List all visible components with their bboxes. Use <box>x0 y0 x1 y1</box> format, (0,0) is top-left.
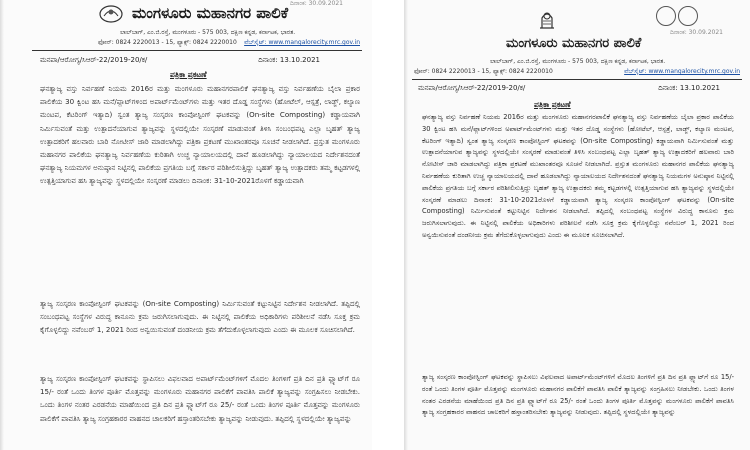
date-left: ದಿನಾಂಕ: 13.10.2021 <box>258 56 320 64</box>
corner-date-right: ದಿನಾಂಕ: 30.09.2021 <box>670 29 723 36</box>
contact-line-left <box>98 39 360 47</box>
page-shadow-left <box>0 0 4 450</box>
paragraph-2-right: ತ್ಯಾಜ್ಯ ಸಂಸ್ಕರಣ ಕಾಂಪೋಸ್ಟಿಂಗ್ ಘಟಕವನ್ನು ಸ್ಥಾಪಿಸಲು ವಿಫಲವಾದ ಅಪಾರ್ಟ್‌ಮೆಂಟ್‌ಗಳಿಗೆ ಮೊದಲ ತಿಂಗಳಿಗೆ ಪ್ರತಿ ದಿನ ಪ್ರತಿ ಫ್ಲ್ಯಾಟ್‌ಗೆ ರೂ 15/- ರಂತೆ ಒಂದು ತಿಂಗಳ ಪೂರ್ತಿ ಮೊತ್ತವನ್ನು ಮಂಗಳೂರು ಮಹಾನಗರ ಪಾಲಿಕೆಗೆ ಪಾವತಿಸಿ ಪಾಲಿಕೆ ತ್ಯಾಜ್ಯವನ್ನು ಸಂಗ್ರಹಿಸಲು ನೀಡಬೇಕು. ಒಂದು ತಿಂಗಳ ನಂತರ ಎರಡನೆಯ ಮಾಹೆಯಿಂದ ಪ್ರತಿ ದಿನ ಪ್ರತಿ ಫ್ಲ್ಯಾಟ್‌ಗೆ ರೂ 25/- ರಂತೆ ಒಂದು ತಿಂಗಳ ಪೂರ್ತಿ ಮೊತ್ತವನ್ನು ಮಂಗಳೂರು ಪಾಲಿಕೆಗೆ ಪಾವತಿಸಿ ತ್ಯಾಜ್ಯ ಸಂಗ್ರಹಕಾರರ ವಾಹನದ ಚಾಲಕರಿಗೆ ಹಸ್ತಾಂತರಿಸಬೇಕು ತ್ಯಾಜ್ಯವನ್ನು ನೀಡುವುದು. ತಪ್ಪಿದಲ್ಲಿ ಸ್ಥಳದಲ್ಲಿಯೇ ತ್ಯಾಜ್ಯವನ್ನು <box>422 373 734 417</box>
website-right: ವೆಬ್‌ಸೈಟ್: www.mangalorecity.mrc.gov.in <box>624 68 740 75</box>
phone-left: ಫೋನ್: 0824 2220013 - 15, ಫ್ಯಾಕ್ಸ್: 0824 2220010 <box>98 39 237 46</box>
paragraph-3-left: ತ್ಯಾಜ್ಯ ಸಂಸ್ಕರಣ ಕಾಂಪೋಸ್ಟಿಂಗ್ ಘಟಕವನ್ನು ಸ್ಥಾಪಿಸಲು ವಿಫಲವಾದ ಅಪಾರ್ಟ್‌ಮೆಂಟ್‌ಗಳಿಗೆ ಮೊದಲ ತಿಂಗಳಿಗೆ ಪ್ರತಿ ದಿನ ಪ್ರತಿ ಫ್ಲ್ಯಾಟ್‌ಗೆ ರೂ 15/- ರಂತೆ ಒಂದು ತಿಂಗಳ ಪೂರ್ತಿ ಮೊತ್ತವನ್ನು ಮಂಗಳೂರು ಮಹಾನಗರ ಪಾಲಿಕೆಗೆ ಪಾವತಿಸಿ ಪಾಲಿಕೆ ತ್ಯಾಜ್ಯವನ್ನು ಸಂಗ್ರಹಿಸಲು ನೀಡಬೇಕು. ಒಂದು ತಿಂಗಳ ನಂತರ ಎರಡನೆಯ ಮಾಹೆಯಿಂದ ಪ್ರತಿ ದಿನ ಪ್ರತಿ ಫ್ಲ್ಯಾಟ್‌ಗೆ ರೂ 25/- ರಂತೆ ಒಂದು ತಿಂಗಳ ಪೂರ್ತಿ ಮೊತ್ತವನ್ನು ಮಂಗಳೂರು ಪಾಲಿಕೆಗೆ ಪಾವತಿಸಿ ತ್ಯಾಜ್ಯ ಸಂಗ್ರಹಕಾರರ ವಾಹನದ ಚಾಲಕರಿಗೆ ಹಸ್ತಾಂತರಿಸಬೇಕು ತ್ಯಾಜ್ಯವನ್ನು ನೀಡುವುದು. ತಪ್ಪಿದಲ್ಲಿ ಸ್ಥಳದಲ್ಲಿಯೇ ತ್ಯಾಜ್ಯವನ್ನು <box>40 374 360 423</box>
phone-right: ಫೋನ್: 0824 2220013 - 15, ಫ್ಯಾಕ್ಸ್: 0824 2220010 <box>414 68 553 75</box>
contact-line-right <box>414 68 740 76</box>
state-emblem-icon <box>534 6 560 32</box>
right-document-page <box>404 0 750 450</box>
reference-number-left: ಮನಪಾ/ಆರೋಗ್ಯ/ಸಿಆರ್-22/2019-20/ಕ/ <box>40 56 148 64</box>
org-name-left: ಮಂಗಳೂರು ಮಹಾನಗರ ಪಾಲಿಕೆ <box>132 4 289 22</box>
corporation-emblem-icon <box>96 2 126 24</box>
reference-number-right: ಮನಪಾ/ಆರೋಗ್ಯ/ಸಿಆರ್-22/2019-20/ಕ/ <box>418 84 526 92</box>
page-gutter <box>372 0 404 450</box>
paragraph-2-left: ತ್ಯಾಜ್ಯ ಸಂಸ್ಕರಣ ಕಾಂಪೋಸ್ಟಿಂಗ್ ಘಟಕವನ್ನು (On-site Composting) ನಿರ್ಮಿಸುವಂತೆ ಕಟ್ಟುನಿಟ್ಟಿನ ನಿರ್ದೇಶನ ನೀಡಲಾಗಿದೆ. ತಪ್ಪಿದಲ್ಲಿ ಸಂಬಂಧಪಟ್ಟ ಸಂಸ್ಥೆಗಳ ವಿರುದ್ಧ ಕಾನೂನು ಕ್ರಮ ಜರುಗಿಸಲಾಗುವುದು. ಈ ನಿಟ್ಟಿನಲ್ಲಿ ಪಾಲಿಕೆಯ ಅಧಿಕಾರಿಗಳು ಪರಿಶೀಲನೆ ನಡೆಸಿ ಸೂಕ್ತ ಕ್ರಮ ಕೈಗೊಳ್ಳಲಿದ್ದು ನವೆಂಬರ್ 1, 2021 ರಿಂದ ಅನ್ವಯಿಸುವಂತೆ ದಂಡನೀಯ ಕ್ರಮ ತೆಗೆದುಕೊಳ್ಳಲಾಗುವುದು ಎಂದು ಈ ಮೂಲಕ ಸೂಚಿಸಲಾಗಿದೆ. <box>40 299 360 335</box>
header-rule-left <box>32 50 362 51</box>
address-right: ಲಾಲ್‌ಬಾಗ್, ಎಂ.ಜಿ.ರಸ್ತೆ, ಮಂಗಳೂರು - 575 003, ದಕ್ಷಿಣ ಕನ್ನಡ, ಕರ್ನಾಟಕ, ಭಾರತ. <box>490 58 666 65</box>
paragraph-1-right: ಘನತ್ಯಾಜ್ಯ ವಸ್ತು ನಿರ್ವಹಣೆ ನಿಯಮ 2016ರ ಮತ್ತು ಮಂಗಳೂರು ಮಹಾನಗರಪಾಲಿಕೆ ಘನತ್ಯಾಜ್ಯ ವಸ್ತು ನಿರ್ವಹಣೆಯ ಬೈಲಾ ಪ್ರಕಾರ ಪಾಲಿಕೆಯ 30 ಕ್ವಿಂಟ ಹಸಿ ಮನೆ/ಪ್ಲಾಟ್‌ಗಳಿಂದ ಅಪಾರ್ಟ್‌ಮೆಂಟ್‌ಗಳು ಮತ್ತು ಇತರ ದೊಡ್ಡ ಸಂಸ್ಥೆಗಳು (ಹೋಟೆಲ್, ಆಸ್ಪತ್ರೆ, ಲಾಡ್ಜ್, ಕಲ್ಯಾಣ ಮಂಟಪ, ಕೆಟರಿಂಗ್ ಇತ್ಯಾದಿ) ಸ್ವಂತ ತ್ಯಾಜ್ಯ ಸಂಸ್ಕರಣ ಕಾಂಪೋಸ್ಟಿಂಗ್ ಘಟಕವನ್ನು (On-site Composting) ಕಡ್ಡಾಯವಾಗಿ ನಿರ್ಮಿಸುವಂತೆ ಮತ್ತು ಉತ್ಪಾದನೆಯಾಗುವ ತ್ಯಾಜ್ಯವನ್ನು ಸ್ಥಳದಲ್ಲಿಯೇ ಸಂಸ್ಕರಣೆ ಮಾಡುವಂತೆ ತಿಳಿಸಿ ಸಂಬಂಧಪಟ್ಟ ಎಲ್ಲಾ ಬೃಹತ್ ತ್ಯಾಜ್ಯ ಉತ್ಪಾದಕರಿಗೆ ಹಲವಾರು ಬಾರಿ ನೋಟೀಸ್ ಜಾರಿ ಮಾಡಲಾಗಿದ್ದು ಪತ್ರಿಕಾ ಪ್ರಕಟಣೆ ಮುಖಾಂತರವೂ ಸೂಚನೆ ನೀಡಲಾಗಿದೆ. ಪ್ರಸ್ತುತ ಮಂಗಳೂರು ಮಹಾನಗರ ಪಾಲಿಕೆಯ ಘನತ್ಯಾಜ್ಯ ನಿರ್ವಹಣೆಯ ಕುರಿತಾಗಿ ಉಚ್ಚ ನ್ಯಾಯಾಲಯದಲ್ಲಿ ದಾವೆ ಹೂಡಲಾಗಿದ್ದು ನ್ಯಾಯಾಲಯದ ನಿರ್ದೇಶನದಂತೆ ಘನತ್ಯಾಜ್ಯ ನಿಯಮಗಳ ಅನುಷ್ಠಾನ ನಿಟ್ಟಿನಲ್ಲಿ ಪಾಲಿಕೆಯ ಪ್ರಗತಿಯ ಬಗ್ಗೆ ಸರ್ಕಾರ ಪರಿಶೀಲಿಸುತ್ತಿದ್ದು ಬೃಹತ್ ತ್ಯಾಜ್ಯ ಉತ್ಪಾದಕರು ತಮ್ಮ ಕಟ್ಟಡಗಳಲ್ಲಿ ಉತ್ಪತ್ತಿಯಾಗುವ ಹಸಿ ತ್ಯಾಜ್ಯವನ್ನು ಸ್ಥಳದಲ್ಲಿಯೇ ಸಂಸ್ಕರಣೆ ಮಾಡಲು ದಿನಾಂಕ: 31-10-2021ರೊಳಗೆ ಕಡ್ಡಾಯವಾಗಿ ತ್ಯಾಜ್ಯ ಸಂಸ್ಕರಣ ಕಾಂಪೋಸ್ಟಿಂಗ್ ಘಟಕವನ್ನು (On-site Composting) ನಿರ್ಮಿಸುವಂತೆ ಕಟ್ಟುನಿಟ್ಟಿನ ನಿರ್ದೇಶನ ನೀಡಲಾಗಿದೆ. ತಪ್ಪಿದಲ್ಲಿ ಸಂಬಂಧಪಟ್ಟ ಸಂಸ್ಥೆಗಳ ವಿರುದ್ಧ ಕಾನೂನು ಕ್ರಮ ಜರುಗಿಸಲಾಗುವುದು. ಈ ನಿಟ್ಟಿನಲ್ಲಿ ಪಾಲಿಕೆಯ ಅಧಿಕಾರಿಗಳು ಪರಿಶೀಲನೆ ನಡೆಸಿ ಸೂಕ್ತ ಕ್ರಮ ಕೈಗೊಳ್ಳಲಿದ್ದು ನವೆಂಬರ್ 1, 2021 ರಿಂದ ಅನ್ವಯಿಸುವಂತೆ ದಂಡನೀಯ ಕ್ರಮ ತೆಗೆದುಕೊಳ್ಳಲಾಗುವುದು ಎಂದು ಈ ಮೂಲಕ ಸೂಚಿಸಲಾಗಿದೆ. <box>422 113 734 239</box>
website-left: ವೆಬ್‌ಸೈಟ್: www.mangalorecity.mrc.gov.in <box>244 39 360 46</box>
seal-badge-2-icon <box>678 6 698 26</box>
org-name-right: ಮಂಗಳೂರು ಮಹಾನಗರ ಪಾಲಿಕೆ <box>506 36 642 51</box>
paragraph-1-left: ಘನತ್ಯಾಜ್ಯ ವಸ್ತು ನಿರ್ವಹಣೆ ನಿಯಮ 2016ರ ಮತ್ತು ಮಂಗಳೂರು ಮಹಾನಗರಪಾಲಿಕೆ ಘನತ್ಯಾಜ್ಯ ವಸ್ತು ನಿರ್ವಹಣೆಯ ಬೈಲಾ ಪ್ರಕಾರ ಪಾಲಿಕೆಯ 30 ಕ್ವಿಂಟ ಹಸಿ ಮನೆ/ಪ್ಲಾಟ್‌ಗಳಿಂದ ಅಪಾರ್ಟ್‌ಮೆಂಟ್‌ಗಳು ಮತ್ತು ಇತರ ದೊಡ್ಡ ಸಂಸ್ಥೆಗಳು (ಹೋಟೆಲ್, ಆಸ್ಪತ್ರೆ, ಲಾಡ್ಜ್, ಕಲ್ಯಾಣ ಮಂಟಪ, ಕೆಟರಿಂಗ್ ಇತ್ಯಾದಿ) ಸ್ವಂತ ತ್ಯಾಜ್ಯ ಸಂಸ್ಕರಣ ಕಾಂಪೋಸ್ಟಿಂಗ್ ಘಟಕವನ್ನು (On-site Composting) ಕಡ್ಡಾಯವಾಗಿ ನಿರ್ಮಿಸುವಂತೆ ಮತ್ತು ಉತ್ಪಾದನೆಯಾಗುವ ತ್ಯಾಜ್ಯವನ್ನು ಸ್ಥಳದಲ್ಲಿಯೇ ಸಂಸ್ಕರಣೆ ಮಾಡುವಂತೆ ತಿಳಿಸಿ ಸಂಬಂಧಪಟ್ಟ ಎಲ್ಲಾ ಬೃಹತ್ ತ್ಯಾಜ್ಯ ಉತ್ಪಾದಕರಿಗೆ ಹಲವಾರು ಬಾರಿ ನೋಟೀಸ್ ಜಾರಿ ಮಾಡಲಾಗಿದ್ದು ಪತ್ರಿಕಾ ಪ್ರಕಟಣೆ ಮುಖಾಂತರವೂ ಸೂಚನೆ ನೀಡಲಾಗಿದೆ. ಪ್ರಸ್ತುತ ಮಂಗಳೂರು ಮಹಾನಗರ ಪಾಲಿಕೆಯ ಘನತ್ಯಾಜ್ಯ ನಿರ್ವಹಣೆಯ ಕುರಿತಾಗಿ ಉಚ್ಚ ನ್ಯಾಯಾಲಯದಲ್ಲಿ ದಾವೆ ಹೂಡಲಾಗಿದ್ದು ನ್ಯಾಯಾಲಯದ ನಿರ್ದೇಶನದಂತೆ ಘನತ್ಯಾಜ್ಯ ನಿಯಮಗಳ ಅನುಷ್ಠಾನ ನಿಟ್ಟಿನಲ್ಲಿ ಪಾಲಿಕೆಯ ಪ್ರಗತಿಯ ಬಗ್ಗೆ ಸರ್ಕಾರ ಪರಿಶೀಲಿಸುತ್ತಿದ್ದು ಬೃಹತ್ ತ್ಯಾಜ್ಯ ಉತ್ಪಾದಕರು ತಮ್ಮ ಕಟ್ಟಡಗಳಲ್ಲಿ ಉತ್ಪತ್ತಿಯಾಗುವ ಹಸಿ ತ್ಯಾಜ್ಯವನ್ನು ಸ್ಥಳದಲ್ಲಿಯೇ ಸಂಸ್ಕರಣೆ ಮಾಡಲು ದಿನಾಂಕ: 31-10-2021ರೊಳಗೆ ಕಡ್ಡಾಯವಾಗಿ <box>40 84 360 186</box>
corner-date-left: ದಿನಾಂಕ: 30.09.2021 <box>290 0 343 7</box>
seal-badge-1-icon <box>656 6 676 26</box>
press-release-heading-right: ಪತ್ರಿಕಾ ಪ್ರಕಟಣೆ <box>534 100 571 109</box>
date-right: ದಿನಾಂಕ: 13.10.2021 <box>658 84 720 92</box>
header-rule-right <box>412 79 742 80</box>
address-left: ಲಾಲ್‌ಬಾಗ್, ಎಂ.ಜಿ.ರಸ್ತೆ, ಮಂಗಳೂರು - 575 003, ದಕ್ಷಿಣ ಕನ್ನಡ, ಕರ್ನಾಟಕ, ಭಾರತ. <box>120 29 296 36</box>
page-shadow-right <box>404 0 408 450</box>
reference-line-left <box>40 56 360 65</box>
reference-line-right <box>418 84 736 93</box>
left-document-page <box>0 0 372 450</box>
press-release-heading-left: ಪತ್ರಿಕಾ ಪ್ರಕಟಣೆ <box>170 70 207 79</box>
